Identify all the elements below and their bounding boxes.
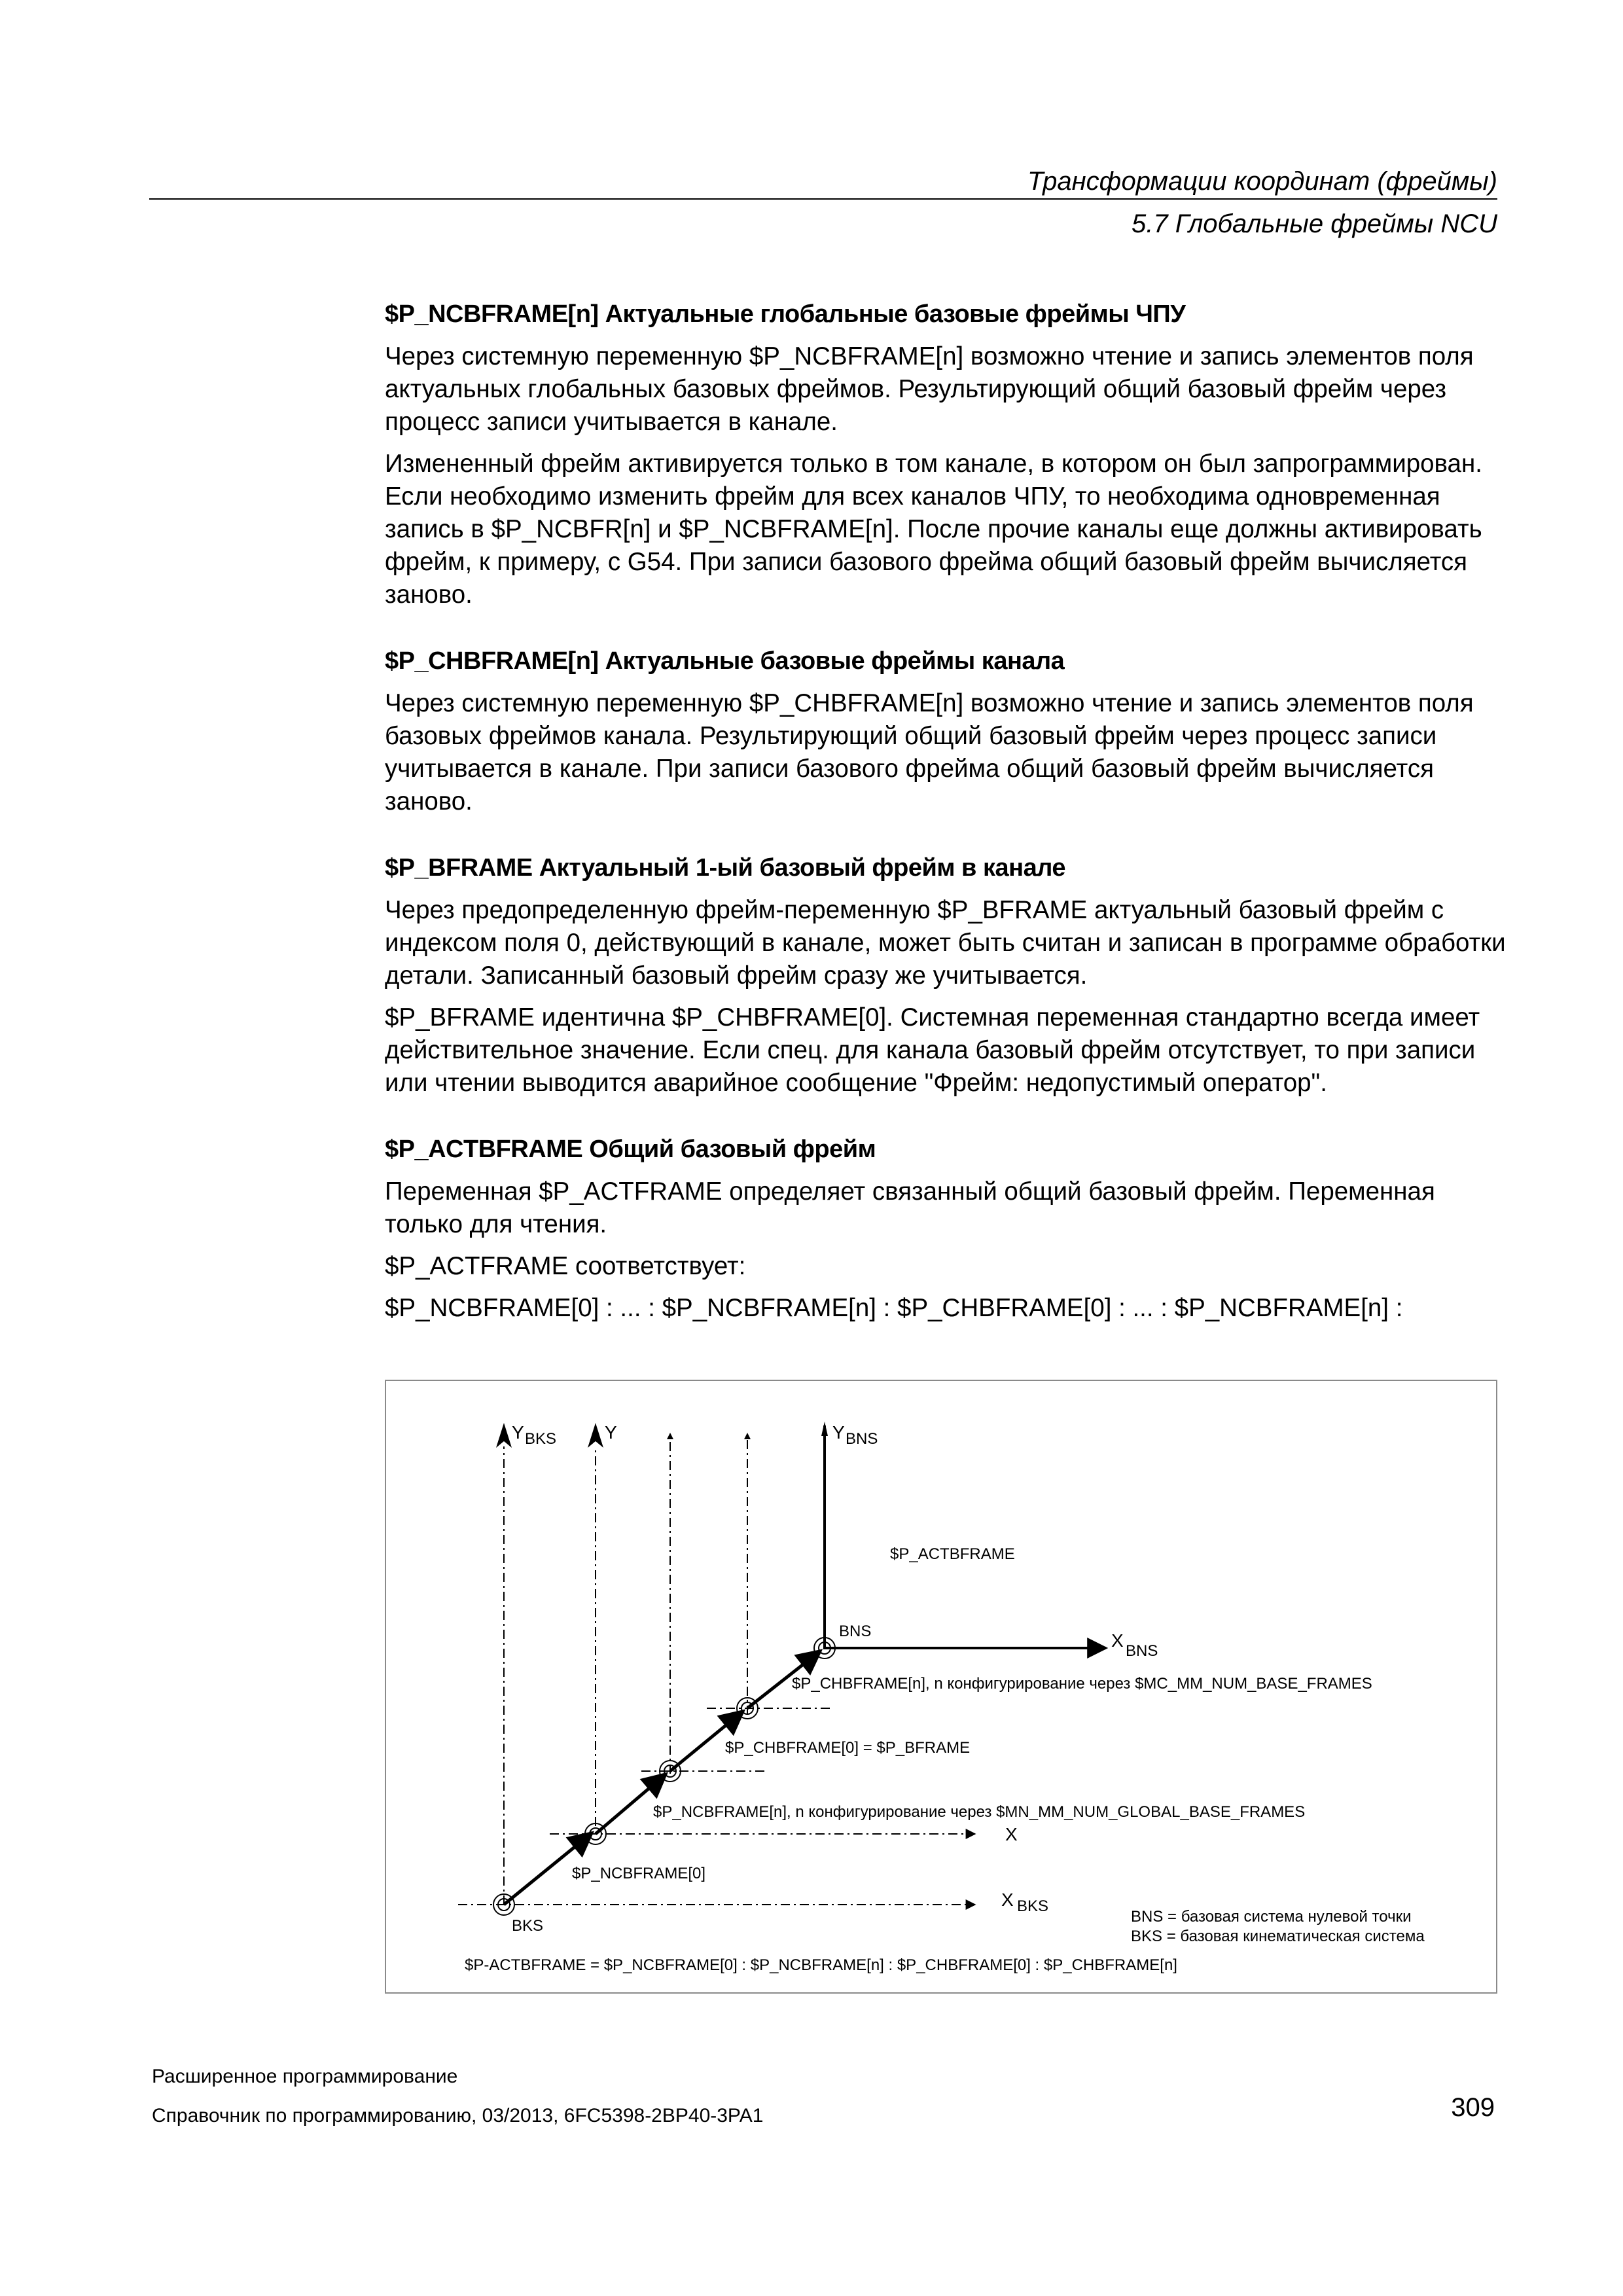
- actbframe-label: $P_ACTBFRAME: [890, 1545, 1015, 1563]
- running-header-section: 5.7 Глобальные фреймы NCU: [1131, 209, 1497, 238]
- legend-bks: BKS = базовая кинематическая система: [1131, 1928, 1425, 1945]
- y-axis-bns-arrowhead: [821, 1422, 828, 1436]
- footer-book-title: Расширенное программирование: [152, 2066, 458, 2087]
- frame-chain-diagram: [386, 1381, 1499, 1995]
- paragraph: Через системную переменную $P_CHBFRAME[n] возможно чтение и запись элементов поля базовых фреймов канала. Результирующий общий базовый фрейм через процесс записи учитывается в канале. При записи базового фрейма общий базовый фрейм вычисляется заново.: [385, 689, 1474, 816]
- frame-chain-figure: [385, 1380, 1497, 1994]
- y-label: Y: [605, 1422, 617, 1443]
- y-bns-label: Y: [832, 1422, 845, 1443]
- y-axis-bks-arrowhead: [496, 1423, 512, 1448]
- legend-bns: BNS = базовая система нулевой точки: [1131, 1908, 1412, 1926]
- section-ncbframe: [385, 298, 1510, 611]
- y-bks-label: Y: [512, 1422, 524, 1443]
- paragraph: Измененный фрейм активируется только в том канале, в котором он был запрограммирован. Если необходимо изменить фрейм для всех каналов ЧПУ, то необходима одновременная запись в $P_NCBFR[n] и $P_NCBFRAME[n]. После прочие каналы еще должны активировать фрейм, к примеру, с G54. При записи базового фрейма общий базовый фрейм вычисляется заново.: [385, 450, 1482, 609]
- section-bframe: [385, 852, 1510, 1100]
- y-axis-ncbframe0-arrowhead: [588, 1423, 603, 1448]
- x-bks-sub: BKS: [1017, 1897, 1049, 1915]
- paragraph: $P_ACTFRAME соответствует:: [385, 1252, 746, 1280]
- paragraph: Через системную переменную $P_NCBFRAME[n] возможно чтение и запись элементов поля актуальных глобальных базовых фреймов. Результирующий общий базовый фрейм через процесс записи учитывается в канале.: [385, 342, 1474, 436]
- y-bns-sub: BNS: [846, 1430, 878, 1448]
- x-label: X: [1005, 1824, 1018, 1844]
- x-bns-label: X: [1111, 1630, 1124, 1651]
- bns-origin-label: BNS: [839, 1623, 872, 1640]
- x-bks-label: X: [1001, 1890, 1014, 1910]
- page-number: 309: [1451, 2093, 1495, 2122]
- chain-formula-text: $P_NCBFRAME[0] : ... : $P_NCBFRAME[n] : $P_CHBFRAME[0] : ... : $P_NCBFRAME[n] :: [385, 1294, 1403, 1322]
- running-header-chapter: Трансформации координат (фреймы): [1027, 167, 1497, 196]
- paragraph: Переменная $P_ACTFRAME определяет связанный общий базовый фрейм. Переменная только для чтения.: [385, 1177, 1435, 1238]
- section-heading: $P_ACTBFRAME Общий базовый фрейм: [385, 1136, 876, 1163]
- section-heading: $P_CHBFRAME[n] Актуальные базовые фреймы канала: [385, 647, 1065, 675]
- chbframe0-label: $P_CHBFRAME[0] = $P_BFRAME: [725, 1739, 971, 1757]
- paragraph: $P_BFRAME идентична $P_CHBFRAME[0]. Системная переменная стандартно всегда имеет действительное значение. Если спец. для канала базовый фрейм отсутствует, то при записи или чтении выводится аварийное сообщение "Фрейм: недопустимый оператор".: [385, 1003, 1480, 1097]
- header-rule: [149, 198, 1497, 200]
- figure-formula: $P-ACTBFRAME = $P_NCBFRAME[0] : $P_NCBFRAME[n] : $P_CHBFRAME[0] : $P_CHBFRAME[n]: [465, 1956, 1177, 1974]
- section-heading: $P_BFRAME Актуальный 1-ый базовый фрейм в канале: [385, 854, 1065, 882]
- x-bns-sub: BNS: [1126, 1642, 1158, 1660]
- paragraph: Через предопределенную фрейм-переменную $P_BFRAME актуальный базовый фрейм с индексом поля 0, действующий в канале, может быть считан и записан в программе обработки детали. Записанный базовый фрейм сразу же учитывается.: [385, 896, 1506, 990]
- chbframe-n-label: $P_CHBFRAME[n], n конфигурирование через $MC_MM_NUM_BASE_FRAMES: [792, 1675, 1372, 1693]
- ncbframe-n-label: $P_NCBFRAME[n], n конфигурирование через $MN_MM_NUM_GLOBAL_BASE_FRAMES: [653, 1803, 1306, 1821]
- footer-book-reference: Справочник по программированию, 03/2013, 6FC5398-2BP40-3PA1: [152, 2105, 764, 2126]
- section-chbframe: [385, 645, 1510, 818]
- page-body: [385, 298, 1510, 1359]
- y-bks-sub: BKS: [525, 1430, 557, 1448]
- ncbframe0-label: $P_NCBFRAME[0]: [572, 1865, 706, 1882]
- bks-origin-label: BKS: [512, 1917, 544, 1935]
- section-heading: $P_NCBFRAME[n] Актуальные глобальные базовые фреймы ЧПУ: [385, 300, 1186, 328]
- section-actbframe: [385, 1134, 1510, 1325]
